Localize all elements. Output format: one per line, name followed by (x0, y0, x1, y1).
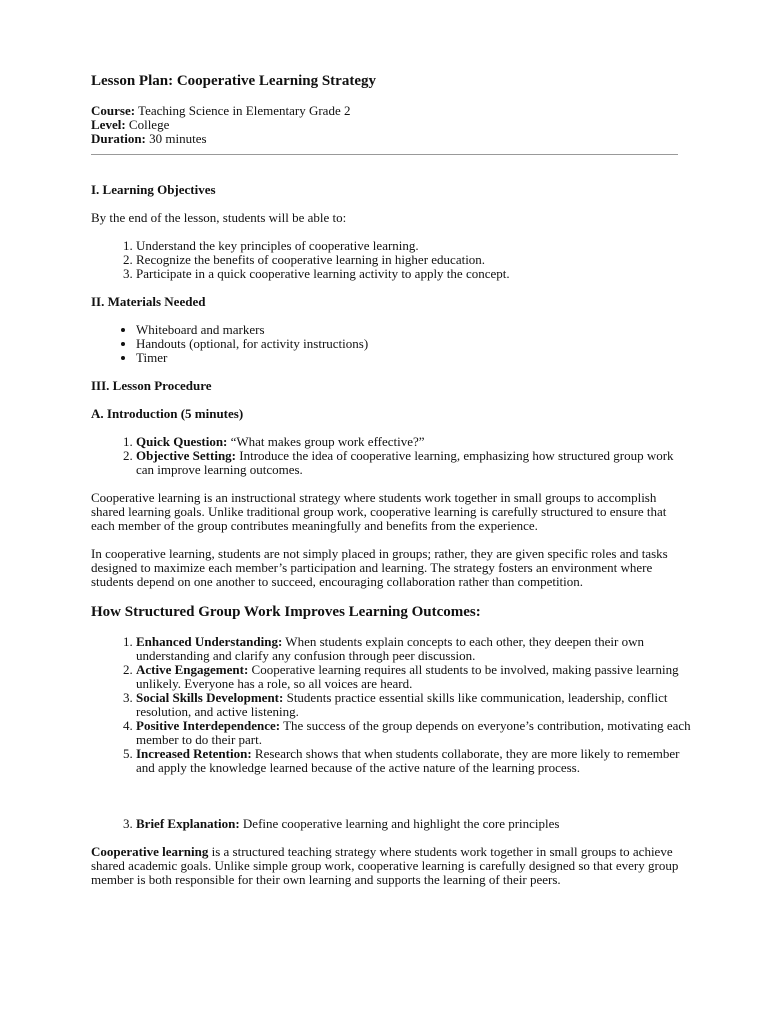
paragraph: Cooperative learning is an instructional strategy where students work together in small groups to accomplish shared learning goals. Unlike traditional group work, cooperative learning is carefully structured to ensure that each member of the group contributes meaningfully and benefits from the experience. (91, 490, 667, 533)
list-item (136, 747, 691, 775)
objectives-list (91, 239, 691, 281)
item-label: Increased Retention: (136, 746, 252, 761)
item-label: Objective Setting: (136, 448, 237, 463)
course-meta (91, 104, 691, 146)
list-item (136, 691, 691, 719)
paragraph: In cooperative learning, students are not simply placed in groups; rather, they are given specific roles and tasks designed to maximize each member’s participation and learning. The strategy fosters an environment where students depend on one another to succeed, encouraging collaboration rather than competition. (91, 546, 668, 589)
course-line (91, 104, 691, 118)
materials-list (91, 323, 691, 365)
item-label: Social Skills Development: (136, 690, 284, 705)
item-label: Active Engagement: (136, 662, 249, 677)
materials-heading: II. Materials Needed (91, 294, 206, 309)
duration-line (91, 132, 691, 146)
item-text: The success of the group depends on everyone’s contribution, motivating each member to do their part. (136, 718, 691, 747)
closing-paragraph (91, 845, 691, 887)
level-label: Level: (91, 117, 126, 132)
item-label: Brief Explanation: (136, 816, 240, 831)
list-item: • Whiteboard and markers (136, 323, 691, 337)
closing-text: is a structured teaching strategy where students work together in small groups to achieve shared academic goals. Unlike simple group work, cooperative learning is carefully designed so that every group member is both responsible for their own learning and supports the learning of their peers. (91, 844, 679, 887)
course-label: Course: (91, 103, 136, 118)
introduction-heading: A. Introduction (5 minutes) (91, 406, 244, 421)
level-value: College (125, 117, 170, 132)
objectives-heading: I. Learning Objectives (91, 182, 216, 197)
document-title: Lesson Plan: Cooperative Learning Strategy (91, 73, 376, 89)
introduction-list (91, 435, 691, 477)
duration-label: Duration: (91, 131, 146, 146)
closing-label: Cooperative learning (91, 844, 209, 859)
item-text: Cooperative learning requires all students to be involved, making passive learning unlikely. Everyone has a role, so all voices are heard. (136, 662, 679, 691)
level-line (91, 118, 691, 132)
duration-value: 30 minutes (145, 131, 207, 146)
item-text: Introduce the idea of cooperative learning, emphasizing how structured group work can improve learning outcomes. (136, 448, 674, 477)
item-text: Research shows that when students collaborate, they are more likely to remember and apply the knowledge learned because of the active nature of the learning process. (136, 746, 680, 775)
item-text: When students explain concepts to each other, they deepen their own understanding and clarify any confusion through peer discussion. (136, 634, 644, 663)
item-label: Enhanced Understanding: (136, 634, 283, 649)
list-item (136, 635, 691, 663)
outcomes-list (91, 635, 691, 775)
list-item (136, 719, 691, 747)
item-label: Positive Interdependence: (136, 718, 281, 733)
list-item: 1. Understand the key principles of cooperative learning. (136, 239, 691, 253)
outcomes-heading: How Structured Group Work Improves Learning Outcomes: (91, 604, 481, 620)
brief-list (91, 817, 691, 831)
item-text: Define cooperative learning and highlight the core principles (239, 816, 560, 831)
item-label: Quick Question: (136, 434, 228, 449)
list-item (136, 817, 691, 831)
procedure-heading: III. Lesson Procedure (91, 378, 212, 393)
list-item: • Handouts (optional, for activity instructions) (136, 337, 691, 351)
item-text: Students practice essential skills like communication, leadership, conflict resolution, and active listening. (136, 690, 668, 719)
course-value: Teaching Science in Elementary Grade 2 (135, 103, 351, 118)
list-item (136, 449, 691, 477)
objectives-intro: By the end of the lesson, students will be able to: (91, 210, 347, 225)
list-item: 3. Participate in a quick cooperative learning activity to apply the concept. (136, 267, 691, 281)
item-text: “What makes group work effective?” (227, 434, 425, 449)
document-content (91, 72, 691, 887)
list-item: • Timer (136, 351, 691, 365)
list-item (136, 435, 691, 449)
list-item: 2. Recognize the benefits of cooperative learning in higher education. (136, 253, 691, 267)
list-item (136, 663, 691, 691)
